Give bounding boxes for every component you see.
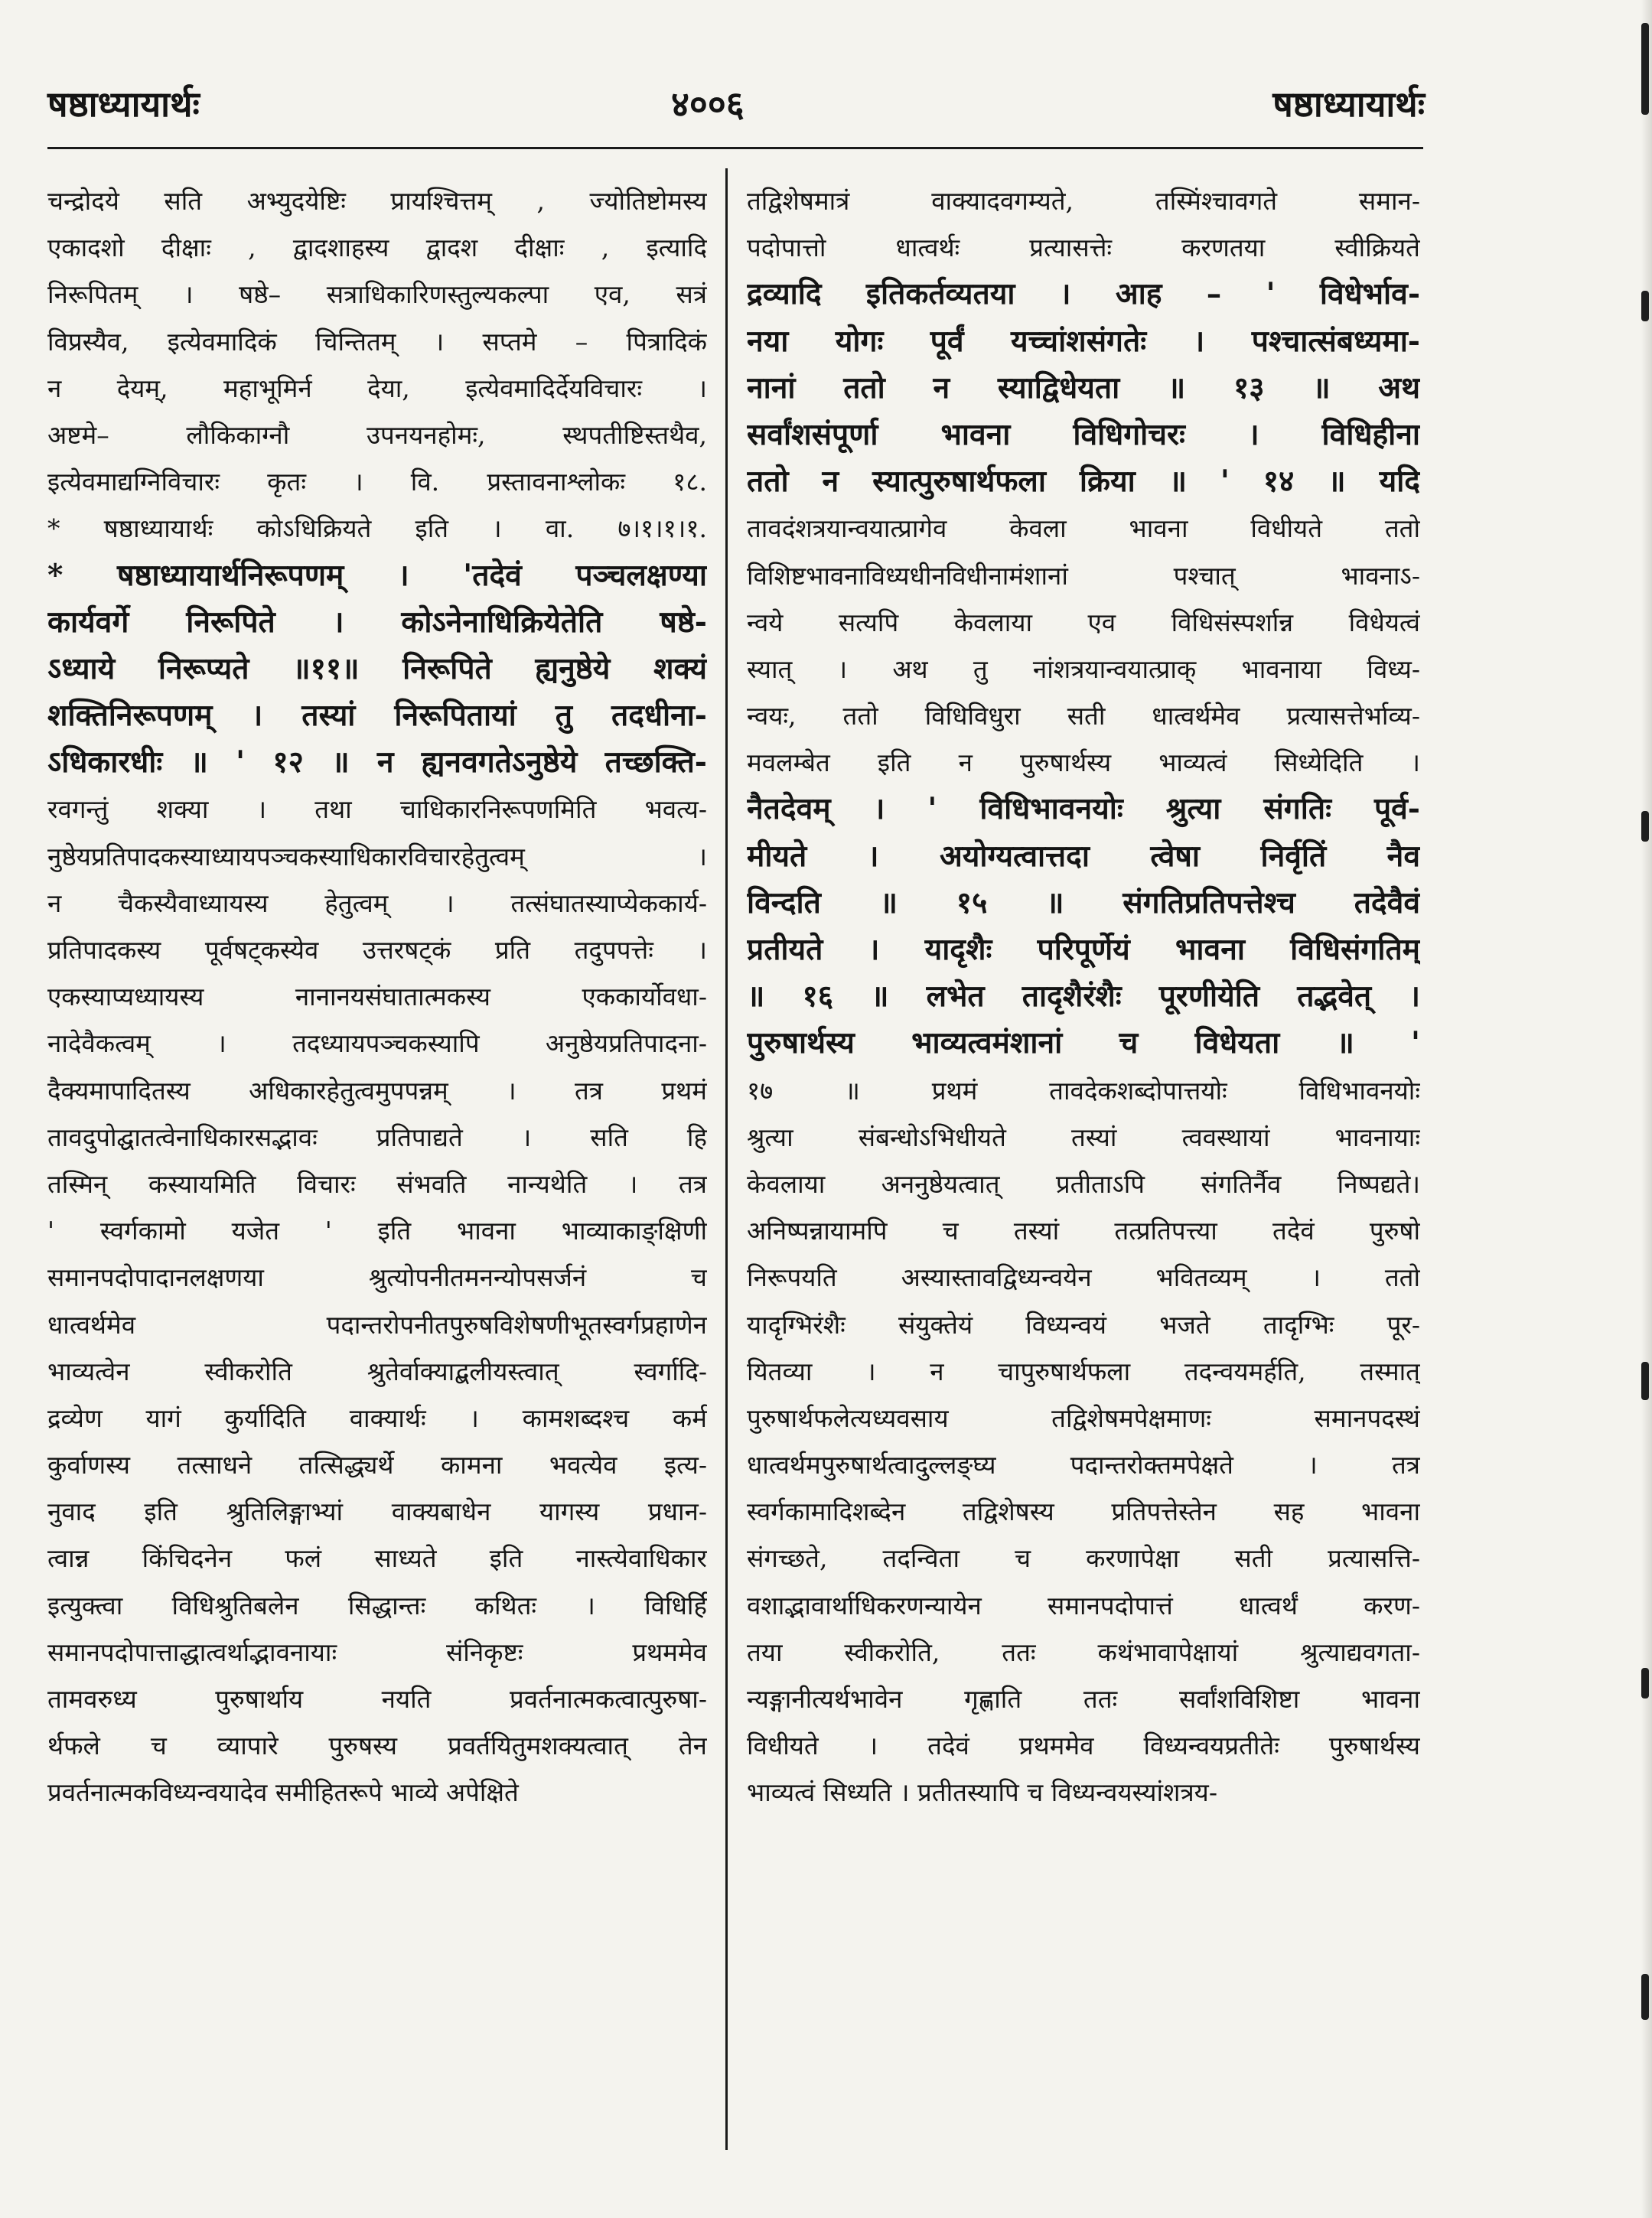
- text-line: शक्तिनिरूपणम् । तस्यां निरूपितायां तु तदधीना-: [47, 698, 707, 734]
- text-line: सर्वांशसंपूर्णा भावना विधिगोचरः । विधिहीना: [747, 416, 1420, 452]
- text-line: संगच्छते, तदन्विता च करणापेक्षा सती प्रत्यासत्ति-: [747, 1543, 1420, 1574]
- text-line: दैक्यमापादितस्य अधिकारहेतुत्वमुपपन्नम् । तत्र प्रथमं: [47, 1075, 707, 1106]
- text-line: प्रतीयते । यादृशैः परिपूर्णेयं भावना विधिसंगतिम्: [747, 932, 1420, 967]
- left-column: [47, 178, 707, 2167]
- text-line: श्रुत्या संबन्धोऽभिधीयते तस्यां त्ववस्थायां भावनायाः: [747, 1122, 1420, 1152]
- text-line: निरूपयति अस्यास्तावद्विध्यन्वयेन भवितव्यम् । ततो: [747, 1262, 1420, 1293]
- text-line: अनिष्पन्नायामपि च तस्यां तत्प्रतिपत्त्या तदेवं पुरुषो: [747, 1216, 1420, 1246]
- text-line: यादृग्भिरंशैः संयुक्तेयं विध्यन्वयं भजते तादृग्भिः पूर-: [747, 1309, 1420, 1340]
- text-line: एकादशो दीक्षाः , द्वादशाहस्य द्वादश दीक्षाः , इत्यादि: [47, 233, 707, 263]
- text-line: भाव्यत्वेन स्वीकरोति श्रुतेर्वाक्याद्बलीयस्त्वात् स्वर्गादि-: [47, 1356, 707, 1386]
- text-line: ॥ १६ ॥ लभेत तादृशैरंशैः पूरणीयेति तद्भवेत् ।: [747, 979, 1420, 1015]
- text-line: तावदंशत्रयान्वयात्प्रागेव केवला भावना विधीयते ततो: [747, 513, 1420, 544]
- text-line: विप्रस्यैव, इत्येवमादिकं चिन्तितम् । सप्तमे – पित्रादिकं: [47, 326, 707, 357]
- text-line: * षष्ठाध्यायार्थनिरूपणम् । 'तदेवं पञ्चलक्षण्या: [47, 557, 707, 593]
- text-line: धात्वर्थमेव पदान्तरोपनीतपुरुषविशेषणीभूतस्वर्गप्रहाणेन: [47, 1309, 707, 1340]
- text-line: स्वर्गकामादिशब्देन तद्विशेषस्य प्रतिपत्तेस्तेन सह भावना: [747, 1497, 1420, 1527]
- text-line: समानपदोपादानलक्षणया श्रुत्योपनीतमनन्योपसर्जनं च: [47, 1262, 707, 1293]
- text-line: ऽधिकारधीः ॥ ' १२ ॥ न ह्यनवगतेऽनुष्ठेये तच्छक्ति-: [47, 744, 707, 780]
- header-rule: [47, 147, 1423, 149]
- text-line: नया योगः पूर्वं यच्चांशसंगतेः । पश्चात्संबध्यमा-: [747, 323, 1420, 359]
- text-line: एकस्याप्यध्यायस्य नानानयसंघातात्मकस्य एककार्योवधा-: [47, 982, 707, 1012]
- text-line: पुरुषार्थफलेत्यध्यवसाय तद्विशेषमपेक्षमाणः समानपदस्थं: [747, 1402, 1420, 1433]
- text-line: * षष्ठाध्यायार्थः कोऽधिक्रियते इति । वा. ७।१।१।१.: [47, 513, 707, 544]
- text-line: नादेवैकत्वम् । तदध्यायपञ्चकस्यापि अनुष्ठेयप्रतिपादना-: [47, 1028, 707, 1059]
- text-line: न देयम्, महाभूमिर्न देया, इत्येवमादिर्देयविचारः ।: [47, 373, 707, 403]
- page-number: ४००६: [671, 83, 745, 125]
- text-line: चन्द्रोदये सति अभ्युदयेष्टिः प्रायश्चित्तम् , ज्योतिष्टोमस्य: [47, 186, 707, 216]
- text-line: तद्विशेषमात्रं वाक्यादवगम्यते, तस्मिंश्चावगते समान-: [747, 186, 1420, 216]
- text-line: तया स्वीकरोति, ततः कथंभावापेक्षायां श्रुत्याद्यवगता-: [747, 1637, 1420, 1667]
- text-line: न्वये सत्यपि केवलाया एव विधिसंस्पर्शान्न विधेयत्वं: [747, 607, 1420, 637]
- text-line: प्रवर्तनात्मकविध्यन्वयादेव समीहितरूपे भाव्ये अपेक्षिते: [47, 1777, 519, 1808]
- text-line: द्रव्यादि इतिकर्तव्यतया । आह – ' विधेर्भाव-: [747, 276, 1420, 312]
- text-line: कुर्वाणस्य तत्साधने तत्सिद्ध्यर्थे कामना भवत्येव इत्य-: [47, 1450, 707, 1480]
- column-divider: [725, 168, 728, 2150]
- text-line: स्यात् । अथ तु नांशत्रयान्वयात्प्राक् भावनाया विध्य-: [747, 653, 1420, 684]
- text-line: न्वयः, ततो विधिविधुरा सती धात्वर्थमेव प्रत्यासत्तेर्भाव्य-: [747, 701, 1420, 731]
- edge-mark: [1641, 23, 1649, 115]
- text-line: नैतदेवम् । ' विधिभावनयोः श्रुत्या संगतिः पूर्व-: [747, 791, 1420, 827]
- text-line: ततो न स्यात्पुरुषार्थफला क्रिया ॥ ' १४ ॥ यदि: [747, 464, 1420, 500]
- text-line: र्थफले च व्यापारे पुरुषस्य प्रवर्तयितुमशक्यत्वात् तेन: [47, 1731, 707, 1761]
- text-line: निरूपितम् । षष्ठे– सत्राधिकारिणस्तुल्यकल्पा एव, सत्रं: [47, 279, 707, 310]
- edge-mark: [1641, 811, 1649, 842]
- text-line: रवगन्तुं शक्या । तथा चाधिकारनिरूपणमिति भवत्य-: [47, 794, 707, 825]
- text-line: विशिष्टभावनाविध्यधीनविधीनामंशानां पश्चात् भावनाऽ-: [747, 560, 1420, 591]
- text-line: १७ ॥ प्रथमं तावदेकशब्दोपात्तयोः विधिभावनयोः: [747, 1075, 1420, 1106]
- text-line: समानपदोपात्ताद्धात्वर्थाद्भावनायाः संनिकृष्टः प्रथममेव: [47, 1637, 707, 1667]
- edge-mark: [1641, 1362, 1649, 1400]
- edge-mark: [1641, 1668, 1649, 1699]
- text-line: द्रव्येण यागं कुर्यादिति वाक्यार्थः । कामशब्दश्च कर्म: [47, 1402, 707, 1433]
- scanned-page-edge: [1641, 0, 1652, 2218]
- text-line: भाव्यत्वं सिध्यति । प्रतीतस्यापि च विध्यन्वयस्यांशत्रय-: [747, 1777, 1217, 1808]
- running-head-right: षष्ठाध्यायार्थः: [1272, 83, 1425, 125]
- text-line: धात्वर्थमपुरुषार्थत्वादुल्लङ्घ्य पदान्तरोक्तमपेक्षते । तत्र: [747, 1450, 1420, 1480]
- text-line: मवलम्बेत इति न पुरुषार्थस्य भाव्यत्वं सिध्येदिति ।: [747, 747, 1420, 778]
- text-line: ऽध्याये निरूप्यते ॥११॥ निरूपिते ह्यनुष्ठेये शक्यं: [47, 650, 707, 686]
- text-line: तामवरुध्य पुरुषार्थाय नयति प्रवर्तनात्मकत्वात्पुरुषा-: [47, 1684, 707, 1714]
- text-line: पदोपात्तो धात्वर्थः प्रत्यासत्तेः करणतया स्वीक्रियते: [747, 233, 1420, 263]
- text-line: न चैकस्यैवाध्यायस्य हेतुत्वम् । तत्संघातस्याप्येककार्य-: [47, 888, 707, 918]
- text-line: नुष्ठेयप्रतिपादकस्याध्यायपञ्चकस्याधिकारविचारहेतुत्वम् ।: [47, 841, 707, 871]
- text-line: ' स्वर्गकामो यजेत ' इति भावना भाव्याकाङ्क्षिणी: [47, 1216, 707, 1246]
- text-line: केवलाया अननुष्ठेयत्वात् प्रतीताऽपि संगतिर्नैव निष्पद्यते।: [747, 1168, 1420, 1199]
- text-line: यितव्या । न चापुरुषार्थफला तदन्वयमर्हति, तस्मात्: [747, 1356, 1420, 1386]
- text-line: नुवाद इति श्रुतिलिङ्गाभ्यां वाक्यबाधेन यागस्य प्रधान-: [47, 1497, 707, 1527]
- text-line: विन्दति ॥ १५ ॥ संगतिप्रतिपत्तेश्च तदेवैवं: [747, 884, 1420, 920]
- text-line: तस्मिन् कस्यायमिति विचारः संभवति नान्यथेति । तत्र: [47, 1168, 707, 1199]
- text-line: न्यङ्गानीत्यर्थभावेन गृह्णाति ततः सर्वांशविशिष्टा भावना: [747, 1684, 1420, 1714]
- text-line: नानां ततो न स्याद्विधेयता ॥ १३ ॥ अथ: [747, 370, 1420, 405]
- text-line: कार्यवर्गे निरूपिते । कोऽनेनाधिक्रियेतेति षष्ठे-: [47, 604, 707, 640]
- edge-mark: [1641, 1974, 1649, 2020]
- running-head-left: षष्ठाध्यायार्थः: [47, 83, 200, 125]
- text-line: प्रतिपादकस्य पूर्वषट्कस्येव उत्तरषट्कं प्रति तदुपपत्तेः ।: [47, 935, 707, 965]
- text-line: पुरुषार्थस्य भाव्यत्वमंशानां च विधेयता ॥ ': [747, 1025, 1420, 1061]
- text-line: विधीयते । तदेवं प्रथममेव विध्यन्वयप्रतीतेः पुरुषार्थस्य: [747, 1731, 1420, 1761]
- right-column: [747, 178, 1420, 2167]
- text-line: इत्येवमाद्यग्निविचारः कृतः । वि. प्रस्तावनाश्लोकः १८.: [47, 467, 707, 497]
- text-line: तावदुपोद्घातत्वेनाधिकारसद्भावः प्रतिपाद्यते । सति हि: [47, 1122, 707, 1152]
- text-line: वशाद्भावार्थाधिकरणन्यायेन समानपदोपात्तं धात्वर्थं करण-: [747, 1590, 1420, 1620]
- text-line: इत्युक्त्वा विधिश्रुतिबलेन सिद्धान्तः कथितः । विधिर्हि: [47, 1590, 707, 1620]
- edge-mark: [1641, 291, 1649, 321]
- text-line: त्वान्न किंचिदनेन फलं साध्यते इति नास्त्येवाधिकार: [47, 1543, 707, 1574]
- page-header: [47, 73, 1425, 135]
- text-line: अष्टमे– लौकिकाग्नौ उपनयनहोमः, स्थपतीष्टिस्तथैव,: [47, 419, 707, 450]
- text-line: मीयते । अयोग्यत्वात्तदा त्वेषा निर्वृतिं नैव: [747, 838, 1420, 874]
